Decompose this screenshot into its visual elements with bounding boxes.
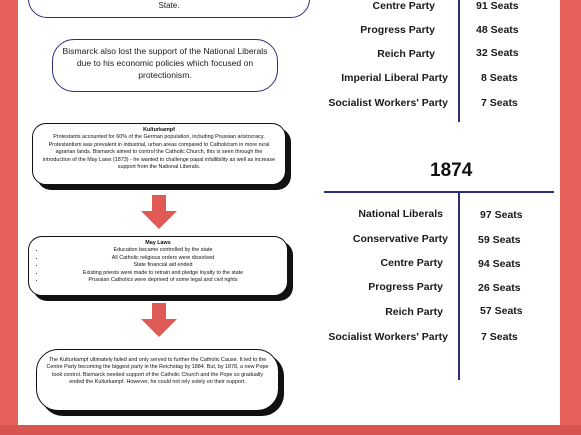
party-seats: 8 Seats xyxy=(481,72,518,84)
party-seats: 32 Seats xyxy=(476,47,519,59)
kulturkampf-title: Kulturkampf xyxy=(143,127,175,133)
may-laws-title: May Laws xyxy=(145,240,171,246)
list-item: • State financial aid ended xyxy=(45,262,281,269)
party-name: Progress Party xyxy=(368,281,443,293)
conclusion-box xyxy=(36,349,279,411)
party-name: Reich Party xyxy=(377,48,435,60)
conclusion-text: The Kulturkampf ultimately failed and only served to further the Catholic Cause. It led to the Centre Party becoming the biggest party in the Reichstag by 1884. But, by 1878, a new Pope took control. Bismarck needed support of the Catholic Church and the Pope so gradually ended the Kulturkampf. However, he could not rely solely on their support. xyxy=(46,357,269,386)
table-header-line xyxy=(324,191,554,193)
may-laws-list xyxy=(35,247,281,284)
party-name: Centre Party xyxy=(380,257,443,269)
table-divider xyxy=(458,0,460,122)
bismarck-info-box xyxy=(52,39,278,92)
table-divider xyxy=(458,192,460,380)
list-item: • Prussian Catholics were deprived of some legal and civil rights xyxy=(45,277,281,284)
party-name: Socialist Workers' Party xyxy=(328,97,448,109)
list-item: • Education became controlled by the state xyxy=(45,247,281,254)
party-name: Progress Party xyxy=(360,24,435,36)
top-info-box xyxy=(28,0,310,18)
arrow-down-icon xyxy=(141,303,177,339)
party-seats: 94 Seats xyxy=(478,258,521,270)
party-seats: 7 Seats xyxy=(481,97,518,109)
year-heading: 1874 xyxy=(430,160,473,181)
bismarck-box-text: Bismarck also lost the support of the National Liberals due to his economic policies which focused on protectionism. xyxy=(62,46,268,80)
party-seats: 7 Seats xyxy=(481,331,518,343)
party-seats: 91 Seats xyxy=(476,0,519,12)
bottom-strip xyxy=(0,425,581,435)
arrow-down-icon xyxy=(141,195,177,231)
kulturkampf-body: Protestants accounted for 60% of the German population, including Prussian aristocracy. Protestantism was prevalent in industrial, urban areas compared to Catholicism in more rural agrarian lands. Bismarck aimed to control the Catholic Church, this is seen through the introduction of the May Laws (1873) - he wanted to challenge papal infallibility as well as increase support from the National Liberals. xyxy=(42,134,276,171)
party-seats: 26 Seats xyxy=(478,282,521,294)
party-seats: 59 Seats xyxy=(478,234,521,246)
party-seats: 57 Seats xyxy=(480,305,523,317)
party-name: Socialist Workers' Party xyxy=(328,331,448,343)
party-name: National Liberals xyxy=(358,208,443,220)
kulturkampf-box xyxy=(32,123,286,185)
party-name: Conservative Party xyxy=(352,233,448,245)
party-name: Centre Party xyxy=(372,0,435,12)
party-name: Imperial Liberal Party xyxy=(341,72,448,84)
list-item: • All Catholic religious orders were dissolved xyxy=(45,255,281,262)
party-name: Reich Party xyxy=(385,306,443,318)
top-box-text: State. xyxy=(158,1,180,10)
list-item: • Existing priests were made to retrain and pledge loyalty to the state xyxy=(45,270,281,277)
party-seats: 97 Seats xyxy=(480,209,523,221)
may-laws-box xyxy=(28,236,288,296)
party-seats: 48 Seats xyxy=(476,24,519,36)
